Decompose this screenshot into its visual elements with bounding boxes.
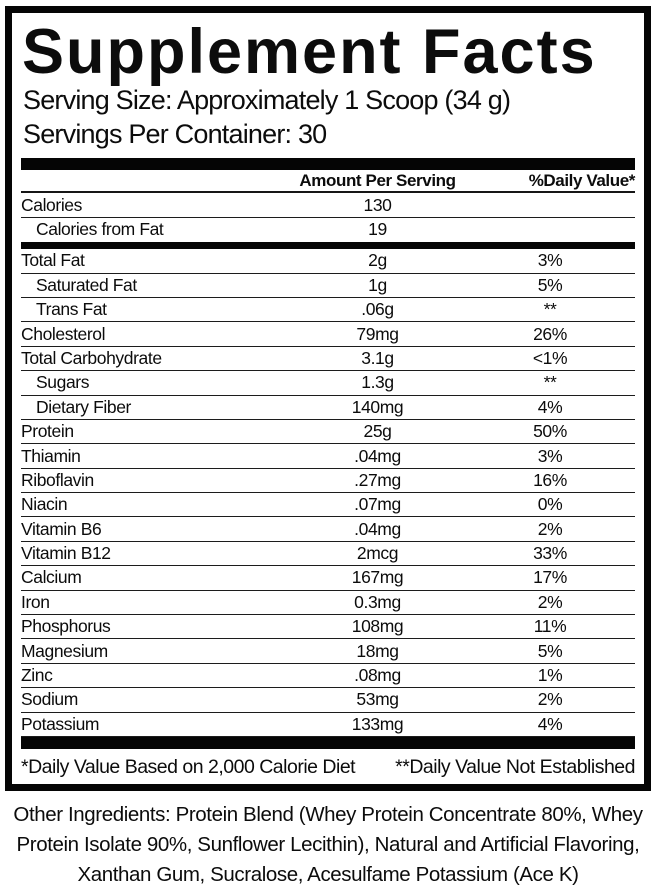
- table-row: [21, 396, 635, 420]
- row-daily-value: 2%: [537, 591, 563, 612]
- row-amount: 140mg: [351, 396, 404, 417]
- row-daily-value: 5%: [537, 274, 563, 295]
- row-daily-value: **: [543, 372, 557, 393]
- row-daily-value: 26%: [533, 323, 567, 344]
- row-amount: 53mg: [356, 689, 399, 710]
- row-amount: 25g: [363, 421, 392, 442]
- supplement-facts-label: [5, 6, 651, 791]
- row-amount: 167mg: [351, 567, 404, 588]
- table-row: [21, 566, 635, 590]
- row-amount: 0.3mg: [354, 591, 401, 612]
- table-row: [21, 688, 635, 712]
- table-header-row: [21, 170, 635, 193]
- row-amount: 18mg: [356, 640, 399, 661]
- row-name: Saturated Fat: [36, 274, 137, 295]
- table-row: [21, 444, 635, 468]
- row-daily-value: 50%: [533, 421, 567, 442]
- footnote-row: [21, 751, 635, 784]
- row-name: Riboflavin: [21, 469, 94, 490]
- row-daily-value: 17%: [533, 567, 567, 588]
- table-row: [21, 615, 635, 639]
- row-daily-value: 3%: [537, 445, 563, 466]
- row-daily-value: **: [543, 299, 557, 320]
- serving-size-text: Serving Size: Approximately 1 Scoop (34 g): [23, 85, 511, 115]
- row-name: Calcium: [21, 567, 82, 588]
- other-ingredients-text: Other Ingredients: Protein Blend (Whey Protein Concentrate 80%, Whey Protein Isolate 90%, Sunflower Lecithin), Natural and Artificial Flavoring, Xanthan Gum, Sucralose, Acesulfame Potassium (Ace K): [13, 803, 643, 886]
- row-amount: 130: [363, 194, 392, 215]
- table-row: [21, 298, 635, 322]
- row-daily-value: 3%: [537, 250, 563, 271]
- row-name: Total Carbohydrate: [21, 347, 162, 368]
- row-daily-value: <1%: [532, 347, 568, 368]
- row-amount: 19: [368, 219, 387, 240]
- row-name: Protein: [21, 421, 74, 442]
- row-daily-value: 2%: [537, 689, 563, 710]
- row-name: Cholesterol: [21, 323, 106, 344]
- row-amount: 133mg: [351, 713, 404, 734]
- table-row: [21, 274, 635, 298]
- table-row: [21, 249, 635, 273]
- row-daily-value: 1%: [537, 665, 563, 686]
- row-name: Vitamin B6: [21, 518, 102, 539]
- row-amount: .04mg: [354, 445, 401, 466]
- row-amount: .08mg: [354, 665, 401, 686]
- separator-bar-bottom: [21, 737, 635, 749]
- row-name: Zinc: [21, 665, 53, 686]
- table-row: [21, 493, 635, 517]
- row-amount: .07mg: [354, 494, 401, 515]
- label-title: Supplement Facts: [22, 17, 597, 87]
- row-daily-value: 0%: [537, 494, 563, 515]
- row-amount: 1g: [368, 274, 387, 295]
- table-row: [21, 469, 635, 493]
- row-name: Magnesium: [21, 640, 108, 661]
- row-amount: .04mg: [354, 518, 401, 539]
- row-daily-value: 33%: [533, 543, 567, 564]
- row-name: Trans Fat: [36, 299, 107, 320]
- footnote-section: [21, 737, 635, 784]
- table-row: [21, 193, 635, 217]
- row-amount: 1.3g: [361, 372, 394, 393]
- row-amount: 79mg: [356, 323, 399, 344]
- row-name: Potassium: [21, 713, 100, 734]
- table-row: [21, 347, 635, 371]
- row-name: Sugars: [36, 372, 90, 393]
- row-name: Calories from Fat: [36, 219, 164, 240]
- row-daily-value: 11%: [533, 616, 567, 637]
- table-row: [21, 542, 635, 566]
- row-daily-value: 2%: [537, 518, 563, 539]
- row-name: Sodium: [21, 689, 78, 710]
- row-amount: 108mg: [351, 616, 404, 637]
- table-row: [21, 639, 635, 663]
- row-amount: 2g: [368, 250, 387, 271]
- footnote-daily-value-basis: *Daily Value Based on 2,000 Calorie Diet: [21, 756, 356, 778]
- footnote-not-established: **Daily Value Not Established: [395, 756, 635, 778]
- row-name: Calories: [21, 194, 82, 215]
- row-name: Phosphorus: [21, 616, 111, 637]
- row-amount: .27mg: [354, 469, 401, 490]
- row-name: Dietary Fiber: [36, 396, 131, 417]
- separator-bar-top: [21, 158, 635, 170]
- separator-bar-medium: [21, 242, 635, 249]
- header-daily-value-label: %Daily Value*: [528, 170, 635, 190]
- header-amount-label: Amount Per Serving: [299, 170, 456, 190]
- row-name: Vitamin B12: [21, 543, 111, 564]
- table-row: [21, 517, 635, 541]
- row-name: Total Fat: [21, 250, 85, 271]
- table-row: [21, 591, 635, 615]
- table-row: [21, 713, 635, 737]
- table-row: [21, 218, 635, 242]
- row-name: Thiamin: [21, 445, 81, 466]
- servings-per-container-text: Servings Per Container: 30: [23, 119, 327, 149]
- row-daily-value: 4%: [537, 713, 563, 734]
- row-daily-value: 16%: [533, 469, 567, 490]
- row-amount: 3.1g: [361, 347, 394, 368]
- row-daily-value: 4%: [537, 396, 563, 417]
- row-amount: .06g: [361, 299, 394, 320]
- row-amount: 2mcg: [356, 543, 399, 564]
- table-row: [21, 420, 635, 444]
- table-row: [21, 322, 635, 346]
- row-daily-value: 5%: [537, 640, 563, 661]
- table-row: [21, 371, 635, 395]
- table-row: [21, 664, 635, 688]
- row-name: Iron: [21, 591, 50, 612]
- facts-rows: [21, 193, 635, 737]
- row-name: Niacin: [21, 494, 68, 515]
